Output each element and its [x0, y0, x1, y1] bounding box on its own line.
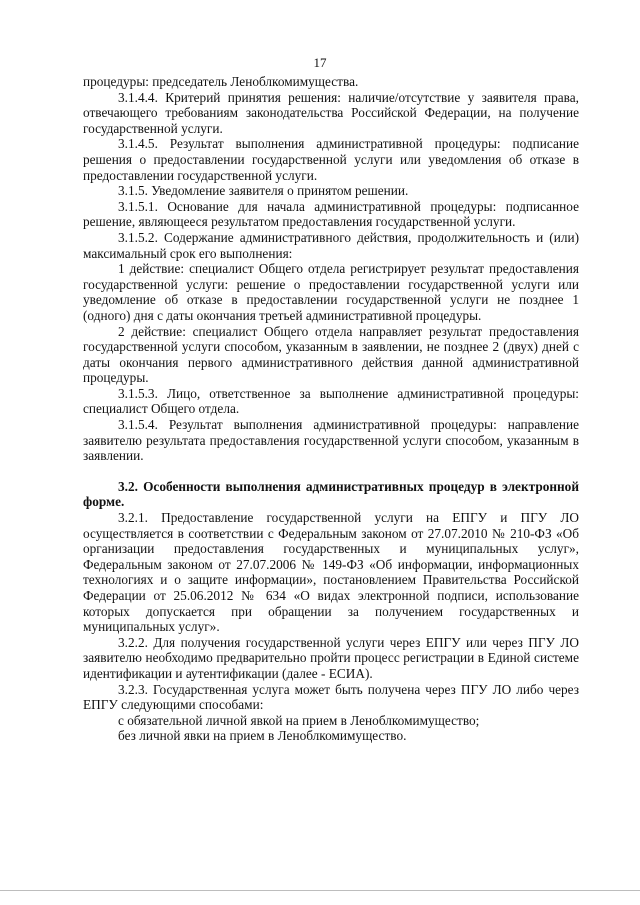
- paragraph: 3.2.3. Государственная услуга может быть получена через ПГУ ЛО либо через ЕПГУ следующими способами:: [83, 681, 579, 713]
- paragraph: 3.1.5.3. Лицо, ответственное за выполнение административной процедуры: специалист Общего отдела.: [83, 385, 579, 417]
- paragraph: 3.1.5.2. Содержание административного действия, продолжительность и (или) максимальный срок его выполнения:: [83, 229, 579, 261]
- paragraph: процедуры: председатель Леноблкомимущества.: [83, 74, 359, 89]
- paragraph: 3.1.5.1. Основание для начала административной процедуры: подписанное решение, являющееся результатом предоставления государственной услуги.: [83, 198, 579, 230]
- scan-edge-line: [0, 890, 640, 891]
- document-body: [83, 74, 579, 744]
- list-item: без личной явки на прием в Леноблкомимущество.: [118, 728, 407, 744]
- paragraph: 3.2.1. Предоставление государственной услуги на ЕПГУ и ПГУ ЛО осуществляется в соответствии с Федеральным законом от 27.07.2010 № 210-ФЗ «Об организации предоставления государственных и муниципальных услуг», Федеральным законом от 27.07.2006 № 149-ФЗ «Об информации, информационных технологиях и о защите информации», постановлением Правительства Российской Федерации от 25.06.2012 № 634 «О видах электронной подписи, использование которых допускается при обращении за получением государственных и муниципальных услуг».: [83, 510, 579, 635]
- paragraph: 1 действие: специалист Общего отдела регистрирует результат предоставления государственной услуги: решение о предоставлении государственной услуги или уведомление об отказе в предоставлении государственной услуги не позднее 1 (одного) дня с даты окончания третьей административной процедуры.: [83, 261, 579, 323]
- section-heading: 3.2. Особенности выполнения административных процедур в электронной форме.: [83, 478, 579, 510]
- paragraph: 2 действие: специалист Общего отдела направляет результат предоставления государственной услуги способом, указанным в заявлении, не позднее 2 (двух) дней с даты окончания первого административного действия данной административной процедуры.: [83, 323, 579, 386]
- paragraph: 3.1.4.4. Критерий принятия решения: наличие/отсутствие у заявителя права, отвечающего требованиям законодательства Российской Федерации, на получение государственной услуги.: [83, 89, 579, 136]
- page-number: 17: [313, 55, 327, 70]
- paragraph: 3.2.2. Для получения государственной услуги через ЕПГУ или через ПГУ ЛО заявителю необходимо предварительно пройти процесс регистрации в Единой системе идентификации и аутентификации (далее - ЕСИА).: [83, 634, 579, 681]
- list-item: с обязательной личной явкой на прием в Леноблкомимущество;: [118, 712, 480, 728]
- paragraph: 3.1.5. Уведомление заявителя о принятом решении.: [118, 183, 409, 199]
- paragraph: 3.1.4.5. Результат выполнения административной процедуры: подписание решения о предоставлении государственной услуги или уведомления об отказе в предоставлении государственной услуги.: [83, 136, 579, 183]
- paragraph: 3.1.5.4. Результат выполнения административной процедуры: направление заявителю результата предоставления государственной услуги способом, указанным в заявлении.: [83, 417, 579, 464]
